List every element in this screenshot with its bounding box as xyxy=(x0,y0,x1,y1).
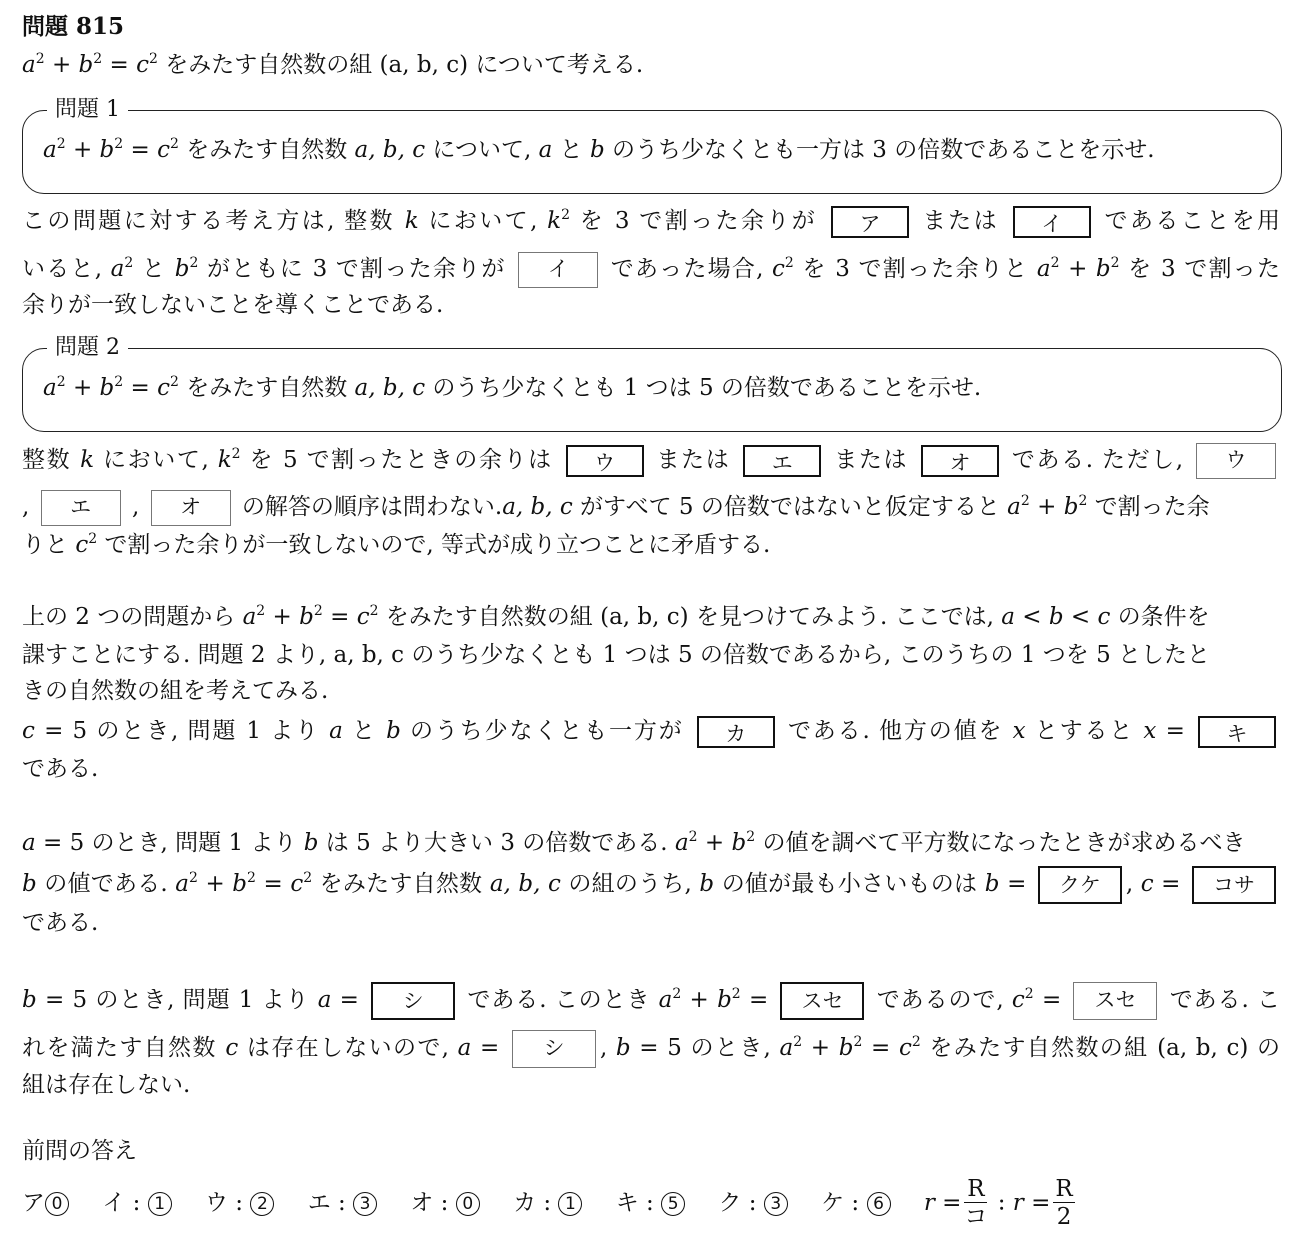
answer-item: イ : 1 xyxy=(102,1190,171,1216)
answer-box-shi[interactable]: シ xyxy=(371,982,455,1020)
answer-item: カ : 1 xyxy=(513,1190,582,1216)
answer-box-e-ref: エ xyxy=(41,490,121,526)
answer-item: ク : 3 xyxy=(718,1190,787,1216)
answer-item: エ : 3 xyxy=(308,1190,377,1216)
answer-box-u-ref: ウ xyxy=(1196,443,1276,479)
answer-box-kosa[interactable]: コサ xyxy=(1192,866,1276,904)
s1-line2: いると, $a^2$ と $b^2$ がともに 3 で割った余りが イ であった場合, $c^2$ を 3 で割った余りと $a^2 + b^2$ を 3 で割った xyxy=(22,252,1280,288)
answer-item: キ : 5 xyxy=(616,1190,685,1216)
answer-box-e[interactable]: エ xyxy=(743,445,821,477)
problem2-label: 問題 2 xyxy=(47,333,128,363)
s1-line1: この問題に対する考え方は, 整数 k において, $k^2$ を 3 で割った余りが ア または イ であることを用 xyxy=(22,207,1281,236)
answer-item: ア 0 xyxy=(22,1190,69,1216)
s3-line2: 課すことにする. 問題 2 より, a, b, c のうち少なくとも 1 つは 5 の倍数であるから, このうちの 1 つを 5 としたと xyxy=(22,642,1211,668)
answer-item: オ : 0 xyxy=(410,1190,479,1216)
answer-box-o-ref: オ xyxy=(151,490,231,526)
s3-line4: c = 5 のとき, 問題 1 より a と b のうち少なくとも一方が カ である. 他方の値を x とすると x = キ xyxy=(22,714,1280,748)
s4-line2: b の値である. $a^2 + b^2 = c^2$ をみたす自然数 a, b, c の組のうち, b の値が最も小さいものは b = クケ , c = コサ xyxy=(22,866,1280,904)
answer-box-suse-ref: スセ xyxy=(1073,982,1157,1020)
s2-line3: りと $c^2$ で割った余りが一致しないので, 等式が成り立つことに矛盾する. xyxy=(22,531,771,558)
s3-line1: 上の 2 つの問題から $a^2 + b^2 = c^2$ をみたす自然数の組 (a, b, c) を見つけてみよう. ここでは, a < b < c の条件を xyxy=(22,603,1210,630)
intro-text: をみたす自然数の組 (a, b, c) について考える. xyxy=(165,52,644,78)
problem2-box xyxy=(22,335,1282,432)
answer-box-ka[interactable]: カ xyxy=(697,716,775,748)
s2-line1: 整数 k において, $k^2$ を 5 で割ったときの余りは ウ または エ または オ である. ただし, ウ xyxy=(22,443,1280,479)
problem1-label: 問題 1 xyxy=(47,95,128,125)
answer-item: ケ : 6 xyxy=(821,1190,890,1216)
answer-item: ウ : 2 xyxy=(205,1190,274,1216)
s5-line2: れを満たす自然数 c は存在しないので, a = シ , b = 5 のとき, $a^2 + b^2 = c^2$ をみたす自然数の組 (a, b, c) の xyxy=(22,1030,1280,1068)
answer-box-shi-ref: シ xyxy=(512,1030,596,1068)
answer-box-a[interactable]: ア xyxy=(831,206,909,238)
formula-2: r = $\frac{R}{2}$ xyxy=(1012,1176,1073,1230)
problem1-statement: $a^2 + b^2 = c^2$ をみたす自然数 a, b, c について, a と b のうち少なくとも一方は 3 の倍数であることを示せ. xyxy=(43,136,1155,163)
answer-box-u[interactable]: ウ xyxy=(566,445,644,477)
answer-box-ki[interactable]: キ xyxy=(1198,716,1276,748)
s4-line3: である. xyxy=(22,910,99,936)
problem1-box xyxy=(22,97,1282,194)
formula-sep: : xyxy=(997,1189,1006,1216)
s2-line2: , エ , オ の解答の順序は問わない.a, b, c がすべて 5 の倍数ではないと仮定すると $a^2 + b^2$ で割った余 xyxy=(22,490,1280,526)
s1-line3: 余りが一致しないことを導くことである. xyxy=(22,292,444,318)
prev-answers-heading: 前問の答え xyxy=(22,1138,137,1164)
problem2-statement: $a^2 + b^2 = c^2$ をみたす自然数 a, b, c のうち少なくとも 1 つは 5 の倍数であることを示せ. xyxy=(43,374,982,401)
answer-box-kuke[interactable]: クケ xyxy=(1038,866,1122,904)
answer-box-o[interactable]: オ xyxy=(921,445,999,477)
s3-line5: である. xyxy=(22,756,99,782)
s3-line3: きの自然数の組を考えてみる. xyxy=(22,678,329,704)
problem-title: 問題 815 xyxy=(22,13,125,40)
s5-line1: b = 5 のとき, 問題 1 より a = シ である. このとき $a^2 + b^2$ = スセ であるので, $c^2$ = スセ である. こ xyxy=(22,982,1280,1020)
answer-box-i-ref: イ xyxy=(518,252,598,288)
s4-line1: a = 5 のとき, 問題 1 より b は 5 より大きい 3 の倍数である. $a^2 + b^2$ の値を調べて平方数になったときが求めるべき xyxy=(22,829,1246,856)
prev-answers-row xyxy=(22,1176,1280,1231)
intro-line: $a^2 + b^2 = c^2$ をみたす自然数の組 (a, b, c) について考える. xyxy=(22,51,644,78)
answer-box-i[interactable]: イ xyxy=(1013,206,1091,238)
formula-1: r = $\frac{R}{\text{コ}}$ xyxy=(923,1176,988,1230)
answer-box-suse[interactable]: スセ xyxy=(780,982,864,1020)
s5-line3: 組は存在しない. xyxy=(22,1072,191,1098)
